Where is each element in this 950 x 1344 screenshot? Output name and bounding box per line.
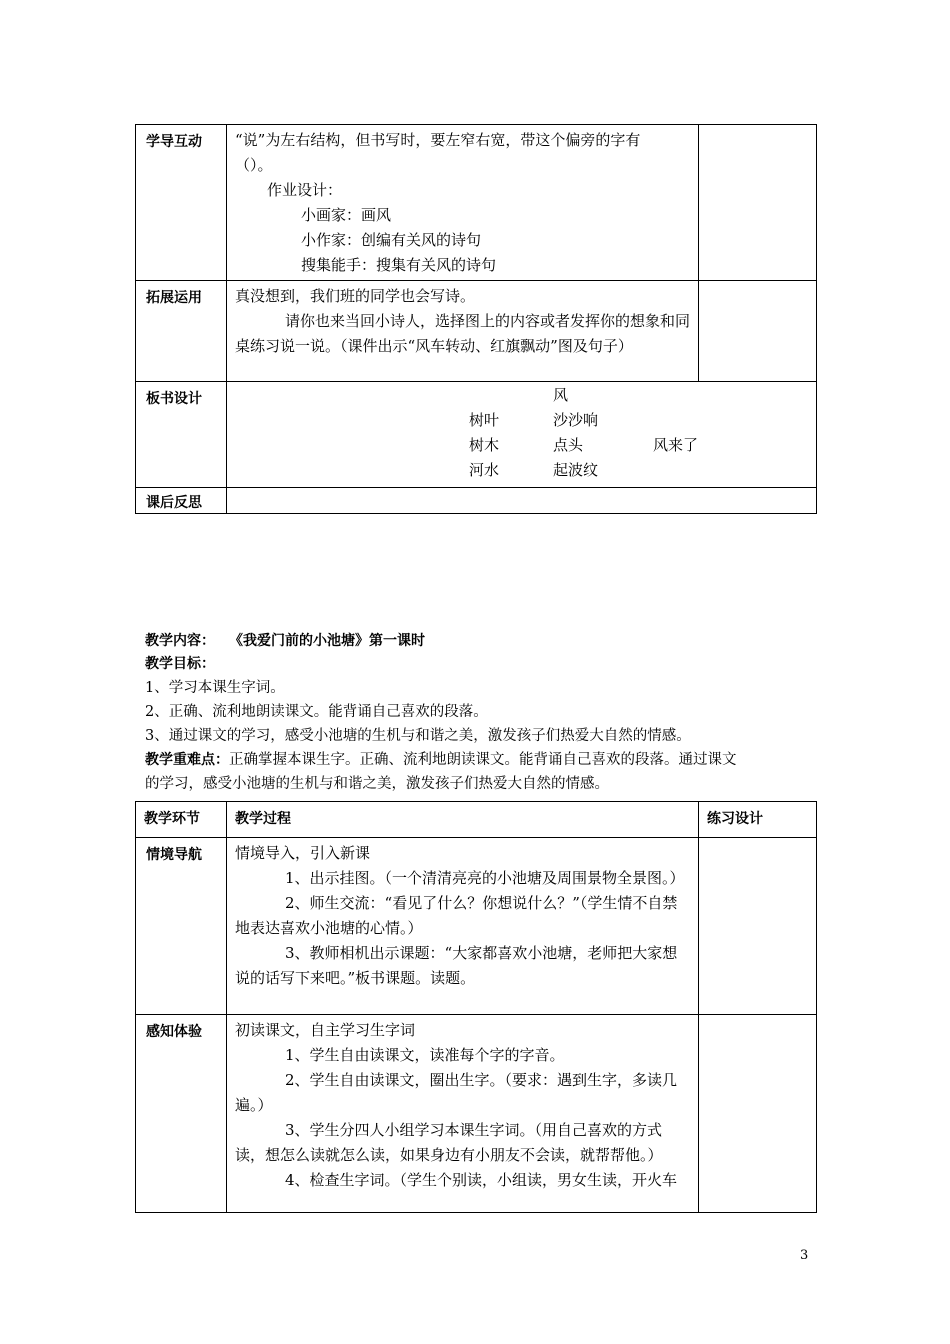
goals-label: 教学目标： xyxy=(145,656,215,672)
text-paragraph: 3、学生分四人小组学习本课生字词。（用自己喜欢的方式读，想怎么读就怎么读，如果身边有小朋友不会读，就帮帮他。） xyxy=(235,1121,663,1164)
process-cell xyxy=(227,281,699,382)
board-item: 树叶 xyxy=(469,411,500,429)
text-line: 4、检查生字词。（学生个别读，小组读，男女生读，开火车 xyxy=(285,1171,678,1189)
lesson-table-continued xyxy=(135,124,817,514)
text-line: “说”为左右结构，但书写时，要左窄右宽，带这个偏旁的字有 xyxy=(235,131,641,149)
column-header: 教学环节 xyxy=(136,802,227,838)
content-title: 《我爱门前的小池塘》第一课时 xyxy=(229,633,425,649)
table-row xyxy=(136,281,817,382)
table-row xyxy=(136,488,817,514)
row-label: 板书设计 xyxy=(136,382,227,488)
text-line: 初读课文，自主学习生字词 xyxy=(235,1021,416,1039)
row-label: 拓展运用 xyxy=(136,281,227,382)
text-line: （）。 xyxy=(235,156,273,174)
text-line: 搜集能手：搜集有关风的诗句 xyxy=(301,256,497,274)
column-header: 练习设计 xyxy=(699,802,817,838)
text-paragraph: 1、学生自由读课文，读准每个字的字音。 xyxy=(285,1046,565,1064)
process-cell xyxy=(227,1015,699,1213)
board-item: 树木 xyxy=(469,436,500,454)
text-line: 小作家：创编有关风的诗句 xyxy=(301,231,482,249)
table-header-row xyxy=(136,802,817,838)
table-row xyxy=(136,1015,817,1213)
goals-heading xyxy=(145,653,825,676)
text-paragraph: 2、师生交流：“看见了什么？你想说什么？”（学生情不自禁地表达喜欢小池塘的心情。） xyxy=(235,894,678,937)
reflection-cell xyxy=(227,488,817,514)
text-line: 真没想到，我们班的同学也会写诗。 xyxy=(235,287,476,305)
key-points-line xyxy=(145,748,825,772)
key-label: 教学重难点： xyxy=(145,752,229,768)
lesson-header xyxy=(145,630,825,796)
text-line: 小画家：画风 xyxy=(301,206,392,224)
table-row xyxy=(136,125,817,281)
exercise-cell xyxy=(699,1015,817,1213)
board-item: 起波纹 xyxy=(553,461,599,479)
key-points-line: 的学习，感受小池塘的生机与和谐之美，激发孩子们热爱大自然的情感。 xyxy=(145,776,609,792)
text-line: 情境导入，引入新课 xyxy=(235,844,371,862)
page-number: 3 xyxy=(800,1248,809,1263)
text-paragraph: 3、教师相机出示课题：“大家都喜欢小池塘，老师把大家想说的话写下来吧。”板书课题。读题。 xyxy=(235,944,678,987)
board-title: 风 xyxy=(553,386,569,404)
exercise-cell xyxy=(699,838,817,1015)
exercise-cell xyxy=(699,281,817,382)
goal-item: 3、通过课文的学习，感受小池塘的生机与和谐之美，激发孩子们热爱大自然的情感。 xyxy=(145,728,691,744)
board-item: 风来了 xyxy=(653,436,699,454)
table-row xyxy=(136,838,817,1015)
board-item: 沙沙响 xyxy=(553,411,599,429)
text-paragraph: 请你也来当回小诗人，选择图上的内容或者发挥你的想象和同桌练习说一说。（课件出示“风车转动、红旗飘动”图及句子） xyxy=(235,312,691,355)
text-paragraph: 1、出示挂图。（一个清清亮亮的小池塘及周围景物全景图。） xyxy=(285,869,685,887)
text-paragraph: 2、学生自由读课文，圈出生字。（要求：遇到生字，多读几遍。） xyxy=(235,1071,678,1114)
content-line xyxy=(145,630,825,653)
exercise-cell xyxy=(699,125,817,281)
board-item: 点头 xyxy=(553,436,584,454)
row-label: 感知体验 xyxy=(136,1015,227,1213)
goal-item: 2、正确、流利地朗读课文。能背诵自己喜欢的段落。 xyxy=(145,704,488,720)
row-label: 情境导航 xyxy=(136,838,227,1015)
goal-item: 1、学习本课生字词。 xyxy=(145,680,285,696)
content-label: 教学内容： xyxy=(145,633,215,649)
board-item: 河水 xyxy=(469,461,500,479)
row-label: 学导互动 xyxy=(136,125,227,281)
table-row xyxy=(136,382,817,488)
process-cell xyxy=(227,125,699,281)
key-text: 正确掌握本课生字。正确、流利地朗读课文。能背诵自己喜欢的段落。通过课文 xyxy=(229,752,737,768)
row-label: 课后反思 xyxy=(136,488,227,514)
blackboard-design xyxy=(235,385,810,485)
process-cell xyxy=(227,838,699,1015)
column-header: 教学过程 xyxy=(227,802,699,838)
text-line: 作业设计： xyxy=(267,181,343,199)
board-cell xyxy=(227,382,817,488)
lesson-table xyxy=(135,801,817,1213)
